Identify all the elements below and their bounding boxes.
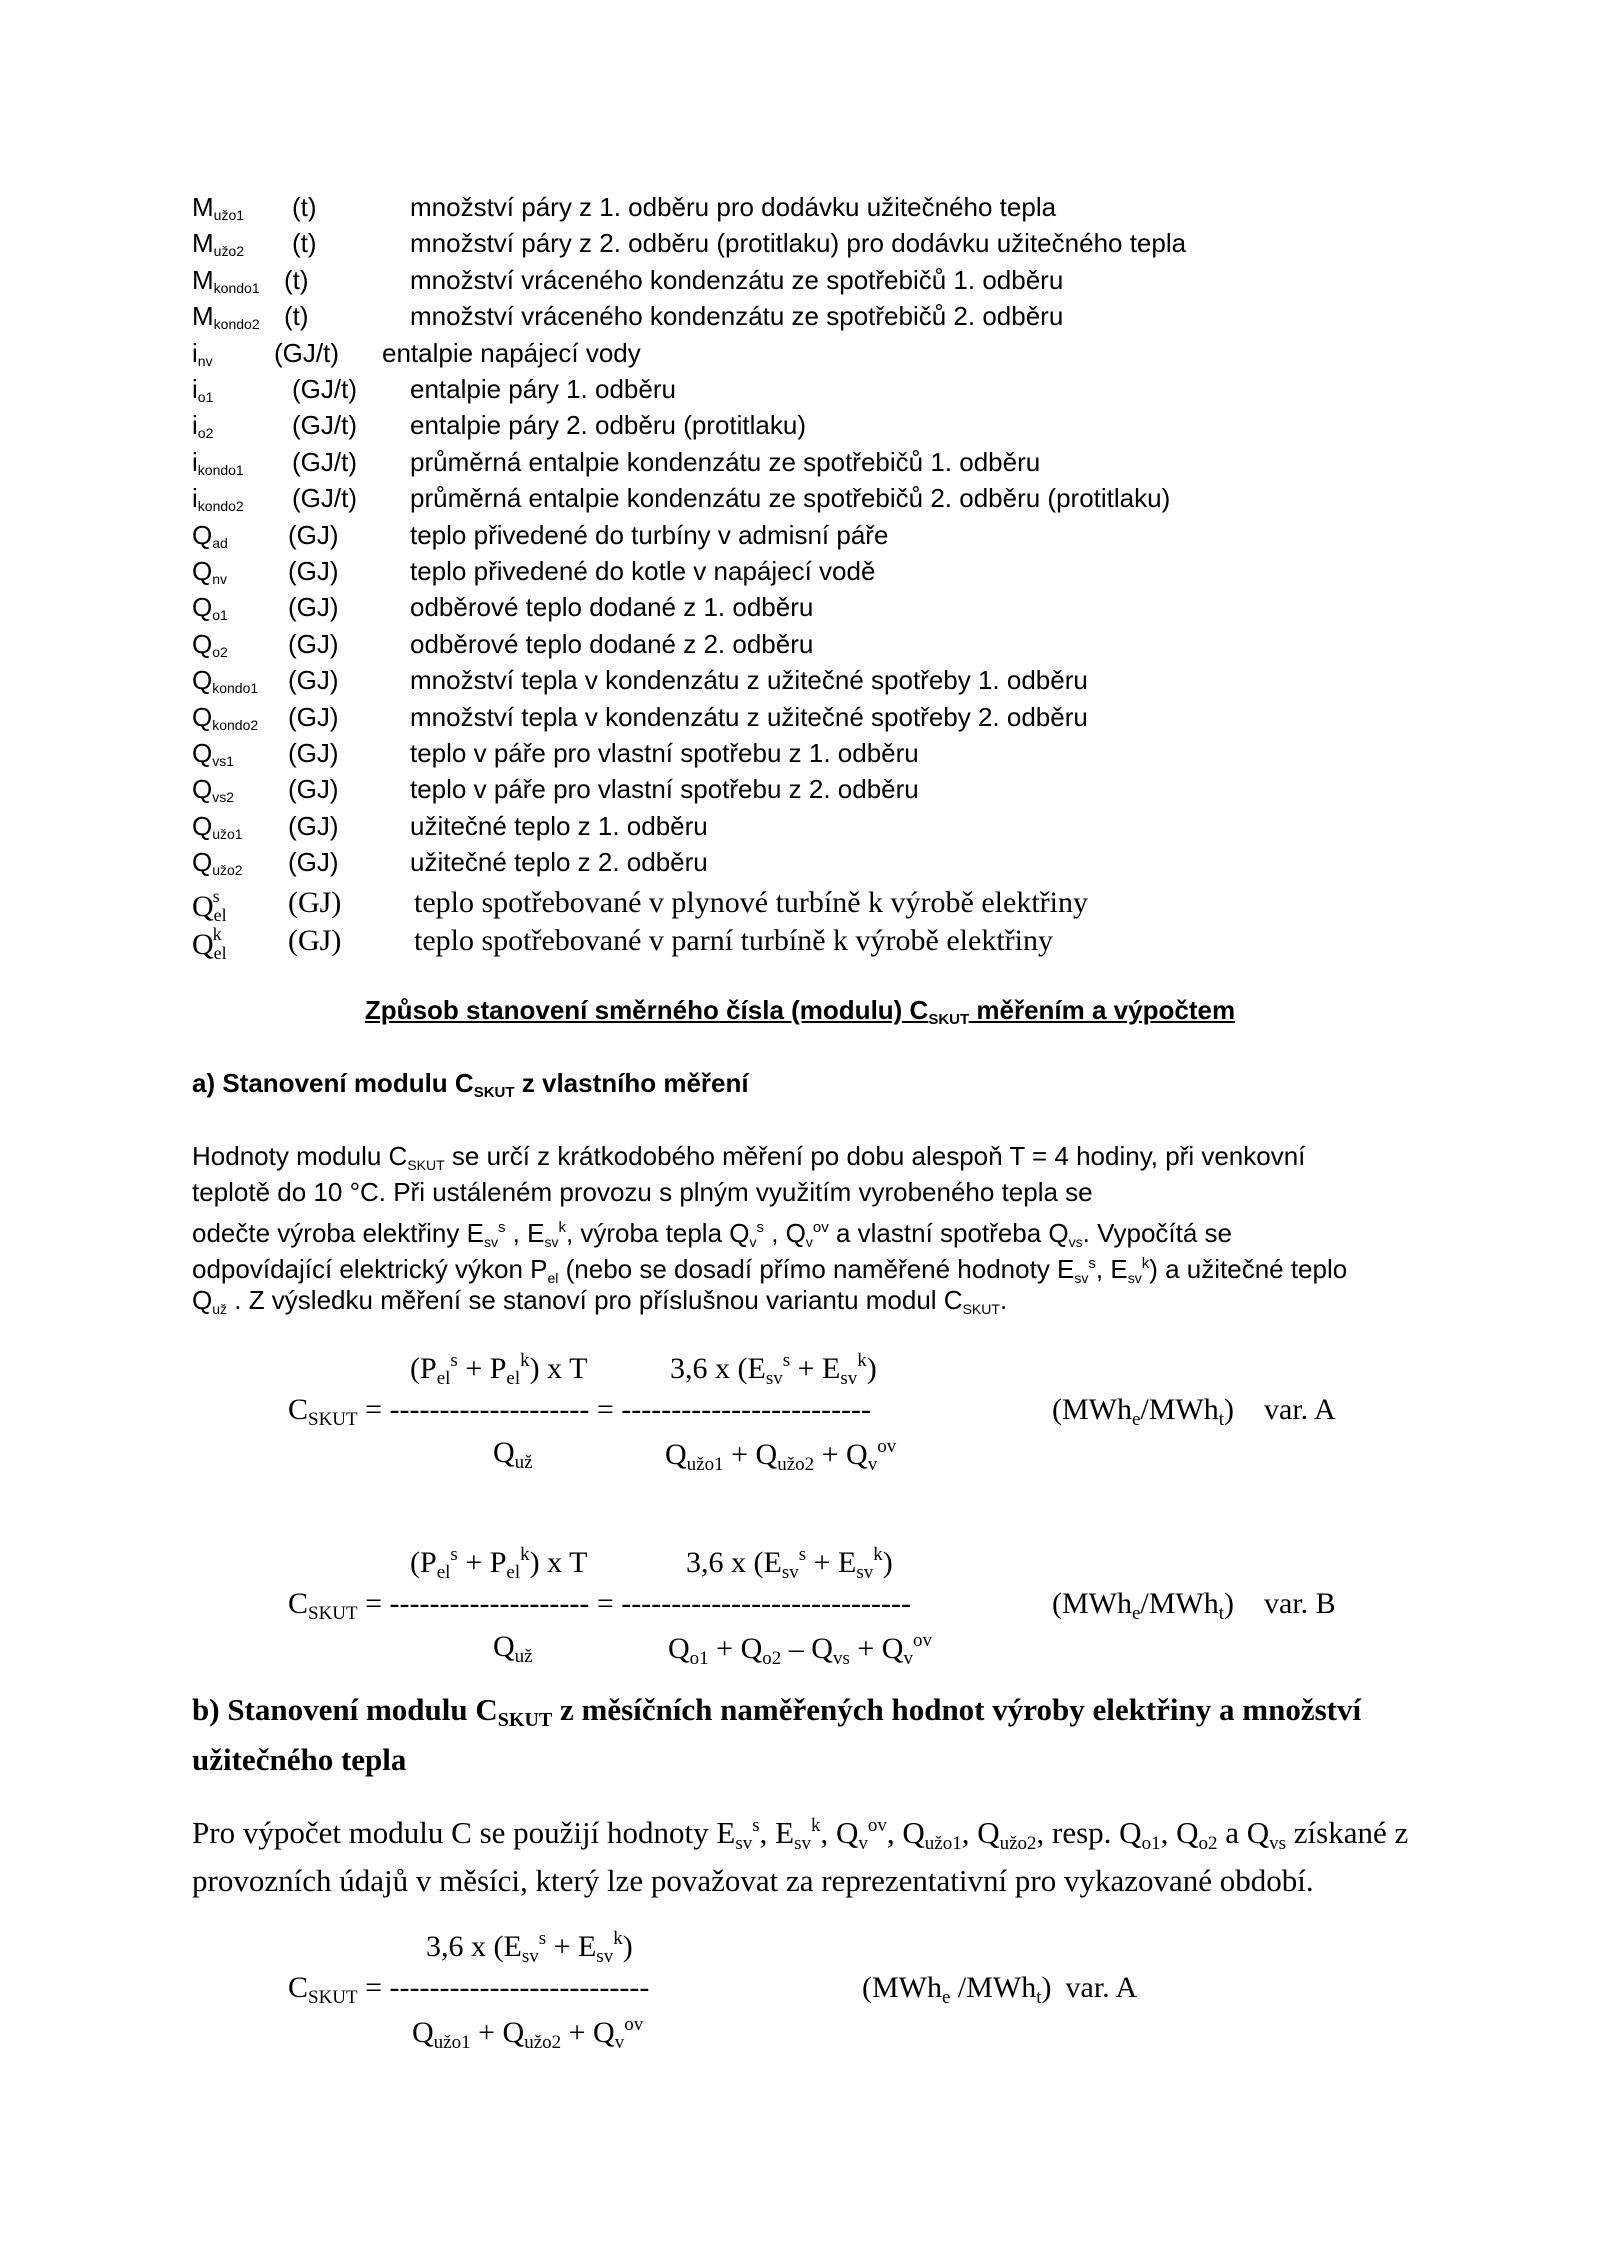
sub: vs bbox=[1068, 1234, 1083, 1250]
text-fragment: = -------------------- = ------------------------- bbox=[357, 1393, 872, 1426]
text-fragment: k bbox=[613, 1928, 623, 1949]
text-fragment: Q bbox=[192, 890, 214, 923]
heading-subscript: SKUT bbox=[928, 1011, 970, 1028]
text-fragment: k bbox=[520, 1350, 530, 1371]
text-fragment: t bbox=[1218, 1603, 1225, 1624]
sub: sv bbox=[1074, 1270, 1089, 1286]
text-fragment: kondo1 bbox=[197, 462, 244, 478]
text-fragment: k bbox=[857, 1350, 867, 1371]
text-fragment: + Q bbox=[814, 1438, 868, 1471]
text-fragment: el bbox=[436, 1562, 451, 1583]
sub: sv bbox=[483, 1234, 498, 1250]
definition-symbol bbox=[192, 811, 243, 842]
definition-unit: (t) bbox=[292, 228, 317, 258]
text-fragment: , resp. Q bbox=[1036, 1815, 1142, 1850]
text-fragment: e bbox=[941, 1987, 951, 2008]
text-fragment: ad bbox=[212, 535, 228, 551]
text-fragment: (P bbox=[410, 1546, 437, 1579]
text-fragment: s bbox=[450, 1544, 458, 1565]
definition-symbol bbox=[192, 665, 258, 696]
text-fragment: kondo1 bbox=[212, 680, 259, 696]
text-fragment: užo1 bbox=[686, 1454, 724, 1475]
text-fragment: /MWh bbox=[1140, 1393, 1219, 1426]
definition-unit: (GJ) bbox=[288, 924, 342, 957]
text-fragment: Q bbox=[192, 629, 213, 659]
text-fragment: vs bbox=[832, 1648, 850, 1669]
definition-unit: (GJ) bbox=[288, 592, 339, 622]
formula-a-num-right bbox=[670, 1350, 877, 1390]
text-fragment: užo1 bbox=[433, 2032, 471, 2053]
heading-text-end: měřením a výpočtem bbox=[969, 995, 1236, 1025]
text-fragment: + Q bbox=[561, 2016, 615, 2049]
heading-text: Způsob stanovení směrného čísla (modulu) C bbox=[364, 995, 929, 1025]
text-fragment: ) bbox=[1224, 1587, 1235, 1620]
text-fragment: Q bbox=[668, 1632, 690, 1665]
text-fragment: a Q bbox=[1217, 1815, 1270, 1850]
text-fragment: sv bbox=[765, 1368, 783, 1389]
text: . Vypočítá se bbox=[1082, 1218, 1232, 1248]
definition-description: množství tepla v kondenzátu z užitečné spotřeby 1. odběru bbox=[410, 665, 1088, 695]
text-fragment: Q bbox=[493, 1436, 515, 1469]
formula-b-den-left bbox=[493, 1630, 533, 1668]
text-fragment: = -------------------------- bbox=[357, 1971, 650, 2004]
text-fragment: Q bbox=[192, 738, 213, 768]
text: ) a užitečné teplo bbox=[1149, 1254, 1348, 1284]
text-fragment: s bbox=[782, 1350, 791, 1371]
text-fragment: + Q bbox=[470, 2016, 525, 2049]
formula-a-den-left bbox=[493, 1436, 533, 1474]
definition-description: entalpie napájecí vody bbox=[382, 338, 641, 368]
text-fragment: už bbox=[514, 1452, 533, 1473]
text-fragment: C bbox=[288, 1587, 309, 1620]
text-fragment: užo2 bbox=[212, 862, 243, 878]
section-heading bbox=[0, 995, 1600, 1028]
text-fragment: b) Stanovení modulu C bbox=[192, 1692, 498, 1727]
definition-unit: (GJ) bbox=[288, 520, 339, 550]
text-fragment: + P bbox=[457, 1546, 507, 1579]
text-fragment: + E bbox=[790, 1352, 841, 1385]
text-fragment: M bbox=[192, 265, 214, 295]
text: Hodnoty modulu C bbox=[192, 1141, 408, 1171]
definition-description: množství vráceného kondenzátu ze spotřebičů 1. odběru bbox=[410, 265, 1064, 295]
text-fragment: k bbox=[810, 1815, 821, 1836]
text-fragment: už bbox=[514, 1646, 533, 1667]
text: teplotě do 10 °C. Při ustáleném provozu s plným využitím vyrobeného tepla se bbox=[192, 1177, 1093, 1207]
text-fragment: , E bbox=[759, 1815, 795, 1850]
text-fragment: Q bbox=[493, 1630, 515, 1663]
text-fragment: užo1 bbox=[924, 1833, 962, 1854]
text-fragment: (MWh bbox=[1052, 1393, 1132, 1426]
text-fragment: , Q bbox=[820, 1815, 859, 1850]
text-fragment: SKUT bbox=[308, 1987, 358, 2008]
text-fragment: o2 bbox=[212, 644, 228, 660]
text-fragment: užo2 bbox=[999, 1833, 1037, 1854]
definition-unit: (GJ) bbox=[288, 811, 339, 841]
section-a-text: a) Stanovení modulu C bbox=[192, 1068, 474, 1098]
text-fragment: ov bbox=[877, 1436, 897, 1457]
text-fragment: + E bbox=[546, 1930, 597, 1963]
section-b-title bbox=[192, 1690, 1452, 1780]
formula-c-den bbox=[412, 2014, 643, 2054]
text-fragment: kondo2 bbox=[212, 717, 259, 733]
definition-unit: (t) bbox=[284, 265, 309, 295]
text-fragment: užo2 bbox=[524, 2032, 562, 2053]
definition-symbol bbox=[192, 410, 213, 441]
section-a-sub: SKUT bbox=[473, 1084, 515, 1101]
text-fragment: Q bbox=[192, 665, 213, 695]
definition-unit: (GJ/t) bbox=[292, 483, 357, 513]
text-fragment: + Q bbox=[708, 1632, 763, 1665]
text-fragment: e bbox=[1131, 1409, 1141, 1430]
text-fragment: sv bbox=[521, 1946, 539, 1967]
text-fragment: k bbox=[212, 924, 222, 944]
text-fragment: ) bbox=[622, 1930, 633, 1963]
text-fragment: o1 bbox=[212, 607, 228, 623]
definition-unit: (GJ/t) bbox=[292, 374, 357, 404]
text-fragment: /MWh bbox=[950, 1971, 1037, 2004]
text-fragment: sv bbox=[735, 1833, 753, 1854]
sup: k bbox=[1141, 1255, 1150, 1272]
text-fragment: (MWh bbox=[1052, 1587, 1132, 1620]
text-fragment: sv bbox=[840, 1368, 858, 1389]
text-fragment: Pro výpočet modulu C se použijí hodnoty E bbox=[192, 1815, 736, 1850]
text-fragment: k bbox=[520, 1544, 530, 1565]
definition-description: užitečné teplo z 1. odběru bbox=[410, 811, 708, 841]
text-fragment: i bbox=[192, 410, 198, 440]
text-fragment: + E bbox=[806, 1546, 857, 1579]
definition-unit: (GJ) bbox=[288, 556, 339, 586]
definition-description: teplo v páře pro vlastní spotřebu z 1. odběru bbox=[410, 738, 919, 768]
text-fragment: el bbox=[213, 943, 227, 963]
definition-description: teplo spotřebované v plynové turbíně k výrobě elektřiny bbox=[414, 886, 1088, 919]
definition-symbol bbox=[192, 192, 244, 223]
formula-b-num-right bbox=[686, 1544, 893, 1584]
para-a-line-2 bbox=[192, 1174, 1093, 1210]
text-fragment: užo2 bbox=[777, 1454, 815, 1475]
formula-b-unit bbox=[1052, 1587, 1336, 1625]
text-fragment: ov bbox=[867, 1815, 887, 1836]
definition-unit: (GJ) bbox=[288, 738, 339, 768]
definition-unit: (GJ) bbox=[288, 774, 339, 804]
definition-description: průměrná entalpie kondenzátu ze spotřebičů 1. odběru bbox=[410, 447, 1041, 477]
definition-description: množství páry z 2. odběru (protitlaku) pro dodávku užitečného tepla bbox=[410, 228, 1187, 258]
text-fragment: nv bbox=[212, 571, 228, 587]
sup: s bbox=[1088, 1255, 1096, 1272]
definition-symbol bbox=[192, 301, 260, 332]
text-fragment: o1 bbox=[1141, 1833, 1161, 1854]
text-fragment: o1 bbox=[197, 389, 214, 405]
sub: už bbox=[212, 1301, 228, 1317]
text-fragment: Q bbox=[192, 592, 213, 622]
text-fragment: v bbox=[867, 1454, 878, 1475]
text-fragment: , Q bbox=[886, 1815, 925, 1850]
text-fragment: el bbox=[506, 1562, 521, 1583]
definition-symbol bbox=[192, 228, 244, 259]
sup: k bbox=[558, 1219, 566, 1236]
text-fragment: v bbox=[903, 1648, 913, 1669]
definition-symbol bbox=[192, 265, 260, 296]
formula-a-main-line bbox=[288, 1393, 871, 1431]
text: , E bbox=[1095, 1254, 1128, 1284]
text-fragment: Q bbox=[412, 2016, 434, 2049]
text-fragment: sv bbox=[596, 1946, 614, 1967]
text-fragment: užo1 bbox=[213, 207, 245, 223]
text-fragment: 3,6 x (E bbox=[670, 1352, 766, 1385]
text-fragment: o2 bbox=[197, 425, 214, 441]
text-fragment: k bbox=[873, 1544, 883, 1565]
definition-description: teplo v páře pro vlastní spotřebu z 2. odběru bbox=[410, 774, 919, 804]
text-fragment: 3,6 x (E bbox=[426, 1930, 522, 1963]
text-fragment: (P bbox=[410, 1352, 437, 1385]
definition-description: teplo přivedené do kotle v napájecí vodě bbox=[410, 556, 876, 586]
definition-description: množství páry z 1. odběru pro dodávku užitečného tepla bbox=[410, 192, 1057, 222]
text-fragment: el bbox=[436, 1368, 451, 1389]
definition-unit: (t) bbox=[284, 301, 309, 331]
text-fragment: M bbox=[192, 301, 214, 331]
definition-description: průměrná entalpie kondenzátu ze spotřebičů 2. odběru (protitlaku) bbox=[410, 483, 1171, 513]
text-fragment: + Q bbox=[723, 1438, 778, 1471]
sub: v bbox=[749, 1234, 757, 1250]
definition-description: odběrové teplo dodané z 1. odběru bbox=[410, 592, 814, 622]
formula-c-main-line bbox=[288, 1971, 649, 2009]
text-fragment: (MWh bbox=[862, 1971, 942, 2004]
text-fragment: s bbox=[752, 1815, 760, 1836]
definition-unit: (GJ) bbox=[288, 886, 342, 919]
text-fragment: kondo1 bbox=[213, 280, 260, 296]
definition-unit: (GJ/t) bbox=[292, 410, 357, 440]
text-fragment: v bbox=[614, 2032, 625, 2053]
definition-symbol bbox=[192, 629, 228, 660]
sup: ov bbox=[812, 1219, 829, 1236]
definition-description: množství vráceného kondenzátu ze spotřebičů 2. odběru bbox=[410, 301, 1064, 331]
text-fragment: i bbox=[192, 338, 198, 368]
text-fragment: ) bbox=[866, 1352, 877, 1385]
text-fragment: užo2 bbox=[213, 243, 245, 259]
text-fragment: kondo2 bbox=[213, 316, 260, 332]
sub: sv bbox=[544, 1234, 559, 1250]
text: , E bbox=[505, 1218, 545, 1248]
definition-symbol bbox=[192, 924, 227, 964]
text-fragment: ) x T bbox=[529, 1352, 588, 1385]
definition-description: množství tepla v kondenzátu z užitečné spotřeby 2. odběru bbox=[410, 702, 1088, 732]
text-fragment: var. A bbox=[1065, 1971, 1138, 2004]
definition-symbol bbox=[192, 702, 258, 733]
text-fragment: i bbox=[192, 447, 198, 477]
text-fragment: Q bbox=[192, 847, 213, 877]
text-fragment: , Q bbox=[961, 1815, 1000, 1850]
text-fragment: C bbox=[288, 1971, 309, 2004]
text-fragment: el bbox=[506, 1368, 521, 1389]
sup: s bbox=[756, 1219, 764, 1236]
text-fragment: s bbox=[450, 1350, 458, 1371]
text-fragment: s bbox=[212, 886, 220, 906]
definition-unit: (GJ) bbox=[288, 629, 339, 659]
formula-c-unit bbox=[862, 1971, 1137, 2009]
text-fragment: + P bbox=[457, 1352, 507, 1385]
definition-symbol bbox=[192, 592, 228, 623]
text-fragment: sv bbox=[856, 1562, 874, 1583]
text-fragment: sv bbox=[794, 1833, 811, 1854]
text-fragment: e bbox=[1131, 1603, 1141, 1624]
text-fragment: z měsíčních naměřených hodnot výroby elektřiny a množství užitečného tepla bbox=[192, 1692, 1362, 1777]
section-a-title bbox=[192, 1068, 749, 1101]
formula-b-num-left bbox=[410, 1544, 587, 1584]
sub: v bbox=[805, 1234, 813, 1250]
formula-b-main-line bbox=[288, 1587, 911, 1625]
text-fragment: Q bbox=[665, 1438, 687, 1471]
sub: el bbox=[547, 1270, 559, 1286]
text-fragment: Q bbox=[192, 774, 213, 804]
text-fragment: Q bbox=[192, 520, 213, 550]
definition-unit: (GJ) bbox=[288, 847, 339, 877]
definition-symbol bbox=[192, 738, 234, 769]
definition-symbol bbox=[192, 847, 243, 878]
text-fragment: SKUT bbox=[308, 1409, 358, 1430]
definition-symbol bbox=[192, 447, 244, 478]
sub: SKUT bbox=[962, 1301, 1000, 1317]
text: odečte výroba elektřiny E bbox=[192, 1218, 484, 1248]
definition-description: teplo spotřebované v parní turbíně k výrobě elektřiny bbox=[414, 924, 1053, 957]
text: se určí z krátkodobého měření po dobu alespoň T = 4 hodiny, při venkovní bbox=[444, 1141, 1306, 1171]
text: , výroba tepla Q bbox=[565, 1218, 750, 1248]
formula-a-den-right bbox=[665, 1436, 896, 1476]
definition-description: teplo přivedené do turbíny v admisní páře bbox=[410, 520, 889, 550]
text-fragment: o2 bbox=[1198, 1833, 1218, 1854]
text-fragment: C bbox=[288, 1393, 309, 1426]
text-fragment: 3,6 x (E bbox=[686, 1546, 782, 1579]
text-fragment: Q bbox=[192, 928, 214, 961]
text-fragment: získané z provozních údajů v měsíci, který lze považovat za reprezentativní pro vykazované období. bbox=[192, 1815, 1409, 1898]
definition-symbol bbox=[192, 483, 244, 514]
text-fragment: s bbox=[798, 1544, 807, 1565]
text-fragment: sv bbox=[781, 1562, 799, 1583]
definition-unit: (GJ/t) bbox=[274, 338, 339, 368]
text-fragment: + Q bbox=[849, 1632, 904, 1665]
text-fragment: užo1 bbox=[212, 826, 243, 842]
text-fragment: kondo2 bbox=[197, 498, 244, 514]
text-fragment: ) bbox=[882, 1546, 893, 1579]
text-fragment: SKUT bbox=[497, 1709, 553, 1731]
text-fragment: /MWh bbox=[1140, 1587, 1219, 1620]
text: odpovídající elektrický výkon P bbox=[192, 1254, 548, 1284]
text-fragment: nv bbox=[197, 353, 213, 369]
text-fragment: el bbox=[213, 905, 227, 925]
text-fragment: t bbox=[1036, 1987, 1042, 2008]
text-fragment: – Q bbox=[781, 1632, 833, 1665]
section-a-text-end: z vlastního měření bbox=[514, 1068, 749, 1098]
definition-description: užitečné teplo z 2. odběru bbox=[410, 847, 708, 877]
text-fragment: ) x T bbox=[529, 1546, 588, 1579]
text-fragment: , Q bbox=[1160, 1815, 1199, 1850]
para-a-line-5 bbox=[192, 1282, 1007, 1327]
text-fragment: ov bbox=[912, 1630, 932, 1651]
text-fragment: M bbox=[192, 228, 214, 258]
formula-b-den-right bbox=[668, 1630, 932, 1670]
definition-symbol bbox=[192, 374, 213, 405]
text-fragment: v bbox=[858, 1833, 868, 1854]
text-fragment: i bbox=[192, 483, 198, 513]
sub: sv bbox=[1127, 1270, 1142, 1286]
text-fragment: o2 bbox=[762, 1648, 782, 1669]
text-fragment: ) bbox=[1041, 1971, 1052, 2004]
text-fragment: M bbox=[192, 192, 214, 222]
definition-symbol bbox=[192, 338, 213, 369]
formula-c-num bbox=[426, 1928, 633, 1968]
text-fragment: Q bbox=[192, 811, 213, 841]
definition-unit: (GJ) bbox=[288, 702, 339, 732]
definition-description: entalpie páry 1. odběru bbox=[410, 374, 676, 404]
text-fragment: i bbox=[192, 374, 198, 404]
text-fragment: var. A bbox=[1264, 1393, 1336, 1426]
definition-symbol bbox=[192, 774, 234, 805]
definition-symbol bbox=[192, 886, 227, 926]
text: (nebo se dosadí přímo naměřené hodnoty E bbox=[558, 1254, 1075, 1284]
definition-description: odběrové teplo dodané z 2. odběru bbox=[410, 629, 814, 659]
text-fragment: ) bbox=[1224, 1393, 1235, 1426]
definition-description: entalpie páry 2. odběru (protitlaku) bbox=[410, 410, 807, 440]
text-fragment: vs1 bbox=[212, 753, 235, 769]
text-fragment: = -------------------- = ----------------------------- bbox=[357, 1587, 911, 1620]
text: , Q bbox=[764, 1218, 806, 1248]
text: . Z výsledku měření se stanoví pro příslušnou variantu modul C bbox=[227, 1285, 963, 1315]
definition-symbol bbox=[192, 520, 228, 551]
text-fragment: vs2 bbox=[212, 789, 235, 805]
text: Q bbox=[192, 1285, 213, 1315]
definition-unit: (GJ/t) bbox=[292, 447, 357, 477]
text: . bbox=[999, 1285, 1008, 1315]
text-fragment: Q bbox=[192, 702, 213, 732]
text-fragment: ov bbox=[624, 2014, 644, 2035]
text-fragment: t bbox=[1218, 1409, 1225, 1430]
formula-a-num-left bbox=[410, 1350, 587, 1390]
text-fragment: s bbox=[538, 1928, 547, 1949]
text-fragment: SKUT bbox=[308, 1603, 358, 1624]
definition-symbol bbox=[192, 556, 227, 587]
text: a vlastní spotřeba Q bbox=[828, 1218, 1069, 1248]
text-fragment: vs bbox=[1269, 1833, 1287, 1854]
sub: SKUT bbox=[407, 1157, 445, 1173]
sup: s bbox=[497, 1219, 506, 1236]
para-b bbox=[192, 1807, 1452, 1899]
text-fragment: Q bbox=[192, 556, 213, 586]
definition-unit: (GJ) bbox=[288, 665, 339, 695]
formula-a-unit bbox=[1052, 1393, 1336, 1431]
text-fragment: var. B bbox=[1264, 1587, 1336, 1620]
text-fragment: o1 bbox=[689, 1648, 709, 1669]
definition-unit: (t) bbox=[292, 192, 317, 222]
